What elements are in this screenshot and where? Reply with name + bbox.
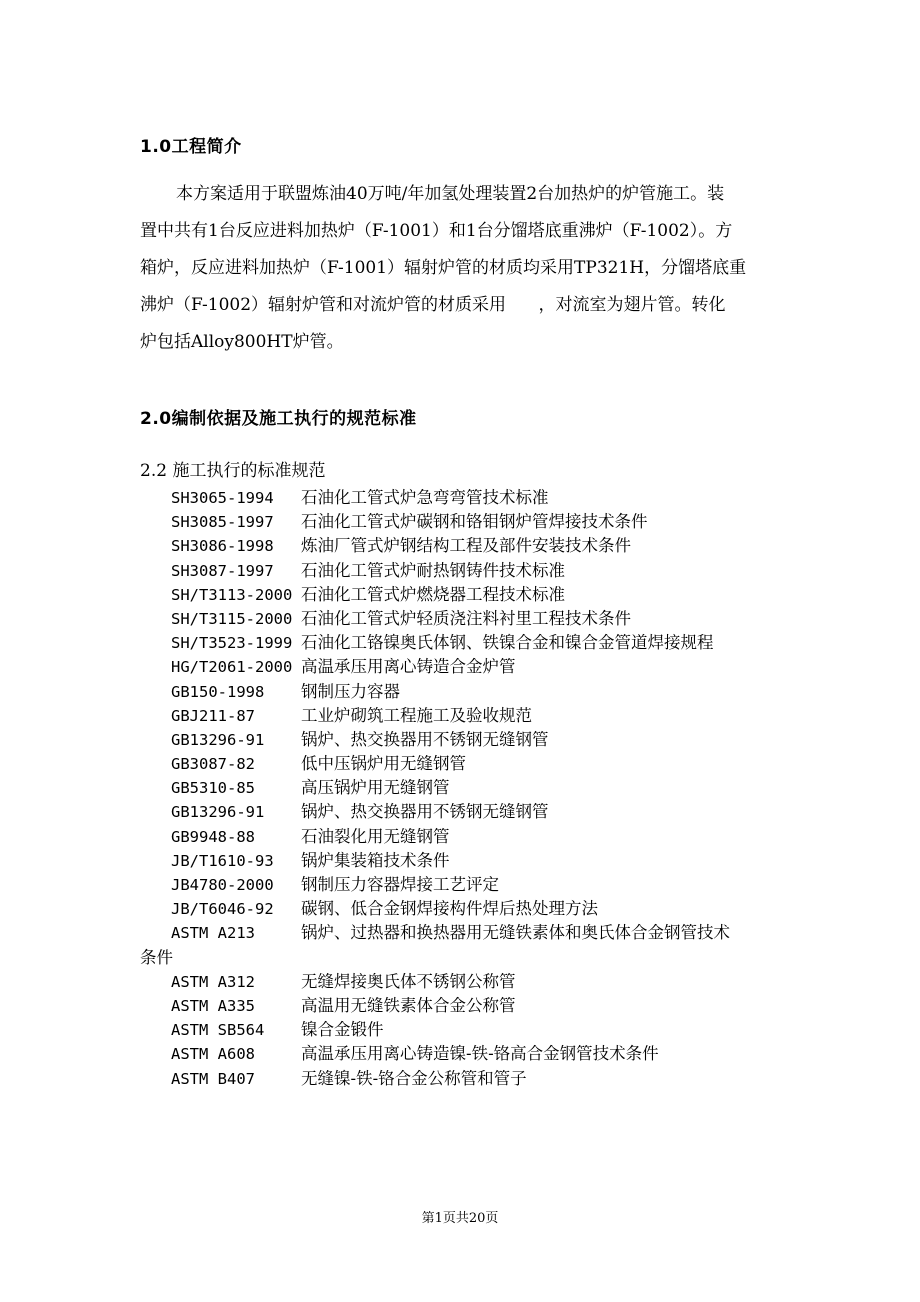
standard-code: ASTM A213 xyxy=(171,924,255,943)
section-1-paragraph xyxy=(140,176,780,361)
section-2-2-subheading: 2.2 施工执行的标准规范 xyxy=(140,461,326,481)
standard-row xyxy=(140,849,800,873)
standard-row xyxy=(140,994,800,1018)
standard-code: SH3065-1994 xyxy=(171,489,274,507)
standard-row xyxy=(140,1018,800,1042)
standard-row xyxy=(140,1042,800,1066)
standard-title: 锅炉、过热器和换热器用无缝铁素体和奥氏体合金钢管技术 xyxy=(301,923,730,943)
standard-row xyxy=(140,776,800,800)
section-2-heading: 2.0编制依据及施工执行的规范标准 xyxy=(140,409,417,429)
standard-title: 石油化工管式炉碳钢和铬钼钢炉管焊接技术条件 xyxy=(301,512,648,532)
standard-row xyxy=(140,921,800,945)
standard-title: 锅炉、热交换器用不锈钢无缝钢管 xyxy=(301,802,549,822)
standard-title: 无缝焊接奥氏体不锈钢公称管 xyxy=(301,971,516,991)
standard-row xyxy=(140,607,800,631)
standard-code: GB5310-85 xyxy=(171,779,255,798)
standard-code: ASTM B407 xyxy=(171,1069,255,1088)
standard-code: ASTM SB564 xyxy=(171,1021,265,1040)
standard-row xyxy=(140,655,800,679)
standard-title: 锅炉集装箱技术条件 xyxy=(301,850,450,870)
standard-code: HG/T2061-2000 xyxy=(171,658,293,677)
standard-title-continuation: 条件 xyxy=(140,947,173,967)
standard-title: 无缝镍-铁-铬合金公称管和管子 xyxy=(301,1068,527,1088)
page-footer: 第1页共20页 xyxy=(421,1211,499,1226)
standard-row xyxy=(140,970,800,994)
standard-row xyxy=(140,534,800,558)
standard-row xyxy=(140,680,800,704)
standard-row xyxy=(140,825,800,849)
standard-title: 高温用无缝铁素体合金公称管 xyxy=(301,995,516,1015)
paragraph-line: 箱炉，反应进料加热炉（F-1001）辐射炉管的材质均采用TP321H，分馏塔底重 xyxy=(140,258,747,278)
standard-title: 钢制压力容器焊接工艺评定 xyxy=(301,875,499,894)
standard-code: ASTM A335 xyxy=(171,996,255,1015)
standard-title: 石油化工管式炉耐热钢铸件技术标准 xyxy=(301,560,565,580)
standard-title: 低中压锅炉用无缝钢管 xyxy=(301,754,466,774)
standard-row xyxy=(140,704,800,728)
standard-code: GB150-1998 xyxy=(171,682,265,701)
standard-code: GB13296-91 xyxy=(171,803,265,822)
standard-title: 石油裂化用无缝钢管 xyxy=(301,826,450,846)
paragraph-line: 沸炉（F-1002）辐射炉管和对流炉管的材质采用 ，对流室为翅片管。转化 xyxy=(140,295,726,315)
standard-row xyxy=(140,1067,800,1091)
paragraph-line: 本方案适用于联盟炼油40万吨/年加氢处理装置2台加热炉的炉管施工。装 xyxy=(176,184,725,204)
standard-code: SH/T3113-2000 xyxy=(171,585,293,604)
standard-title: 锅炉、热交换器用不锈钢无缝钢管 xyxy=(301,729,549,749)
standard-row xyxy=(140,631,800,655)
standards-list xyxy=(140,486,800,1091)
standard-code: GB13296-91 xyxy=(171,730,265,749)
standard-code: SH/T3115-2000 xyxy=(171,609,293,628)
standard-code: SH3085-1997 xyxy=(171,513,274,532)
standard-title: 高压锅炉用无缝钢管 xyxy=(301,778,450,798)
section-1-heading: 1.0工程简介 xyxy=(140,137,242,157)
standard-code: GB3087-82 xyxy=(171,755,255,774)
standard-row xyxy=(140,486,800,510)
standard-title: 钢制压力容器 xyxy=(301,681,400,701)
standard-code: ASTM A608 xyxy=(171,1045,255,1064)
standard-row xyxy=(140,800,800,824)
standard-title: 镍合金锻件 xyxy=(301,1020,384,1040)
standard-row xyxy=(140,897,800,921)
standard-code: JB/T1610-93 xyxy=(171,851,274,870)
standard-code: JB4780-2000 xyxy=(171,876,274,894)
standard-row xyxy=(140,873,800,897)
standard-code: GB9948-88 xyxy=(171,827,255,846)
standard-row xyxy=(140,583,800,607)
standard-title: 工业炉砌筑工程施工及验收规范 xyxy=(301,705,532,725)
standard-title: 高温承压用离心铸造合金炉管 xyxy=(301,657,516,677)
standard-code: ASTM A312 xyxy=(171,972,255,991)
standard-title: 高温承压用离心铸造镍-铁-铬高合金钢管技术条件 xyxy=(301,1044,659,1064)
standard-code: GBJ211-87 xyxy=(171,706,255,725)
standard-row xyxy=(140,559,800,583)
standard-title: 石油化工管式炉急弯弯管技术标准 xyxy=(301,488,549,507)
standard-title: 石油化工管式炉轻质浇注料衬里工程技术条件 xyxy=(301,608,631,628)
standard-title: 碳钢、低合金钢焊接构件焊后热处理方法 xyxy=(301,899,598,919)
paragraph-line: 置中共有1台反应进料加热炉（F-1001）和1台分馏塔底重沸炉（F-1002）。方 xyxy=(140,221,733,241)
standard-row xyxy=(140,510,800,534)
standard-title: 石油化工管式炉燃烧器工程技术标准 xyxy=(301,584,565,604)
standard-title: 炼油厂管式炉钢结构工程及部件安装技术条件 xyxy=(301,536,631,556)
standard-code: SH/T3523-1999 xyxy=(171,634,293,653)
standard-code: JB/T6046-92 xyxy=(171,900,274,919)
standard-title: 石油化工铬镍奥氏体钢、铁镍合金和镍合金管道焊接规程 xyxy=(301,633,714,653)
standard-code: SH3086-1998 xyxy=(171,537,274,556)
standard-row xyxy=(140,752,800,776)
paragraph-line: 炉包括Alloy800HT炉管。 xyxy=(140,332,344,352)
standard-code: SH3087-1997 xyxy=(171,561,274,580)
standard-row xyxy=(140,728,800,752)
